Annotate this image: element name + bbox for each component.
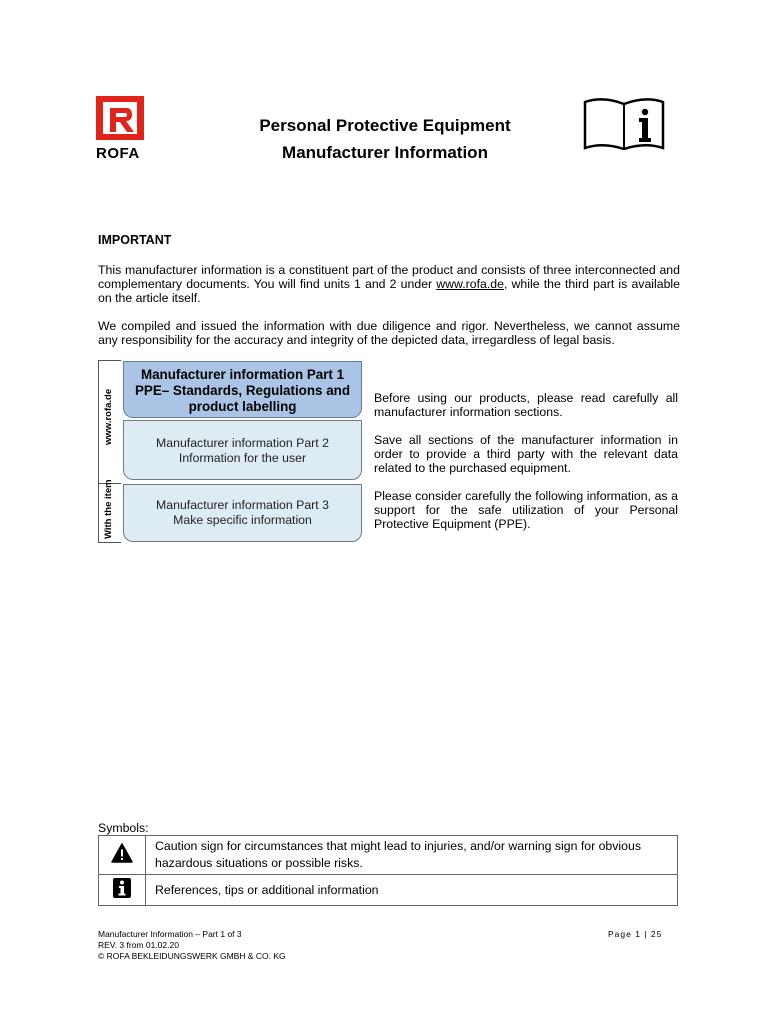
symbol-cell-warning <box>99 836 146 875</box>
important-heading: IMPORTANT <box>98 233 172 247</box>
side-label-web: www.rofa.de <box>103 388 114 445</box>
symbols-table <box>98 835 678 906</box>
page-number: Page 1 | 25 <box>608 929 663 939</box>
symbol-row-info <box>99 875 678 906</box>
symbol-row-warning <box>99 836 678 875</box>
part1-line1: Manufacturer information Part 1 <box>140 367 345 382</box>
page-title: Personal Protective Equipment <box>259 116 511 135</box>
part3-line1: Manufacturer information Part 3 <box>156 498 329 512</box>
part2-line2: Information for the user <box>178 451 307 465</box>
book-info-icon <box>583 96 665 150</box>
part3-line2: Make specific information <box>173 513 312 527</box>
part3-box <box>123 484 362 542</box>
instruction-save: Save all sections of the manufacturer information in order to provide a third party with the relevant data related to the purchased equipment. <box>374 433 678 475</box>
part1-line2: PPE– Standards, Regulations and <box>134 383 351 398</box>
para1-text-start: This manufacturer information is a constituent part of the product and consists of three interconnected and complementary documents. You will find units 1 and 2 under <box>98 263 680 291</box>
footer-doc-title: Manufacturer Information – Part 1 of 3 <box>98 929 242 939</box>
part2-box <box>123 420 362 480</box>
page-subtitle: Manufacturer Information <box>282 143 488 162</box>
logo-text: ROFA <box>96 145 140 162</box>
para1-text-end: , while the third part is available on the article itself. <box>98 277 680 305</box>
footer-revision: REV. 3 from 01.02.20 <box>98 940 179 950</box>
footer-copyright: © ROFA BEKLEIDUNGSWERK GMBH & CO. KG <box>98 951 286 961</box>
symbol-info-text: References, tips or additional information <box>146 875 678 906</box>
symbol-warning-text: Caution sign for circumstances that might lead to injuries, and/or warning sign for obvious hazardous situations or possible risks. <box>146 836 678 875</box>
part2-line1: Manufacturer information Part 2 <box>156 436 329 450</box>
important-paragraph-1 <box>98 263 680 305</box>
instruction-read: Before using our products, please read carefully all manufacturer information sections. <box>374 391 678 419</box>
part1-line3: product labelling <box>188 399 297 414</box>
rofa-website-link[interactable]: www.rofa.de <box>436 277 504 291</box>
side-label-item: With the item <box>103 479 114 539</box>
symbols-title: Symbols: <box>98 821 149 835</box>
part1-box <box>123 361 362 418</box>
important-paragraph-2: We compiled and issued the information with due diligence and rigor. Nevertheless, we cannot assume any responsibility for the accuracy and integrity of the depicted data, irregardless of legal basis. <box>98 319 680 347</box>
symbol-cell-info <box>99 875 146 906</box>
instruction-consider: Please consider carefully the following information, as a support for the safe utilization of your Personal Protective Equipment (PPE). <box>374 489 678 531</box>
info-icon <box>113 878 131 898</box>
warning-icon <box>111 843 133 863</box>
